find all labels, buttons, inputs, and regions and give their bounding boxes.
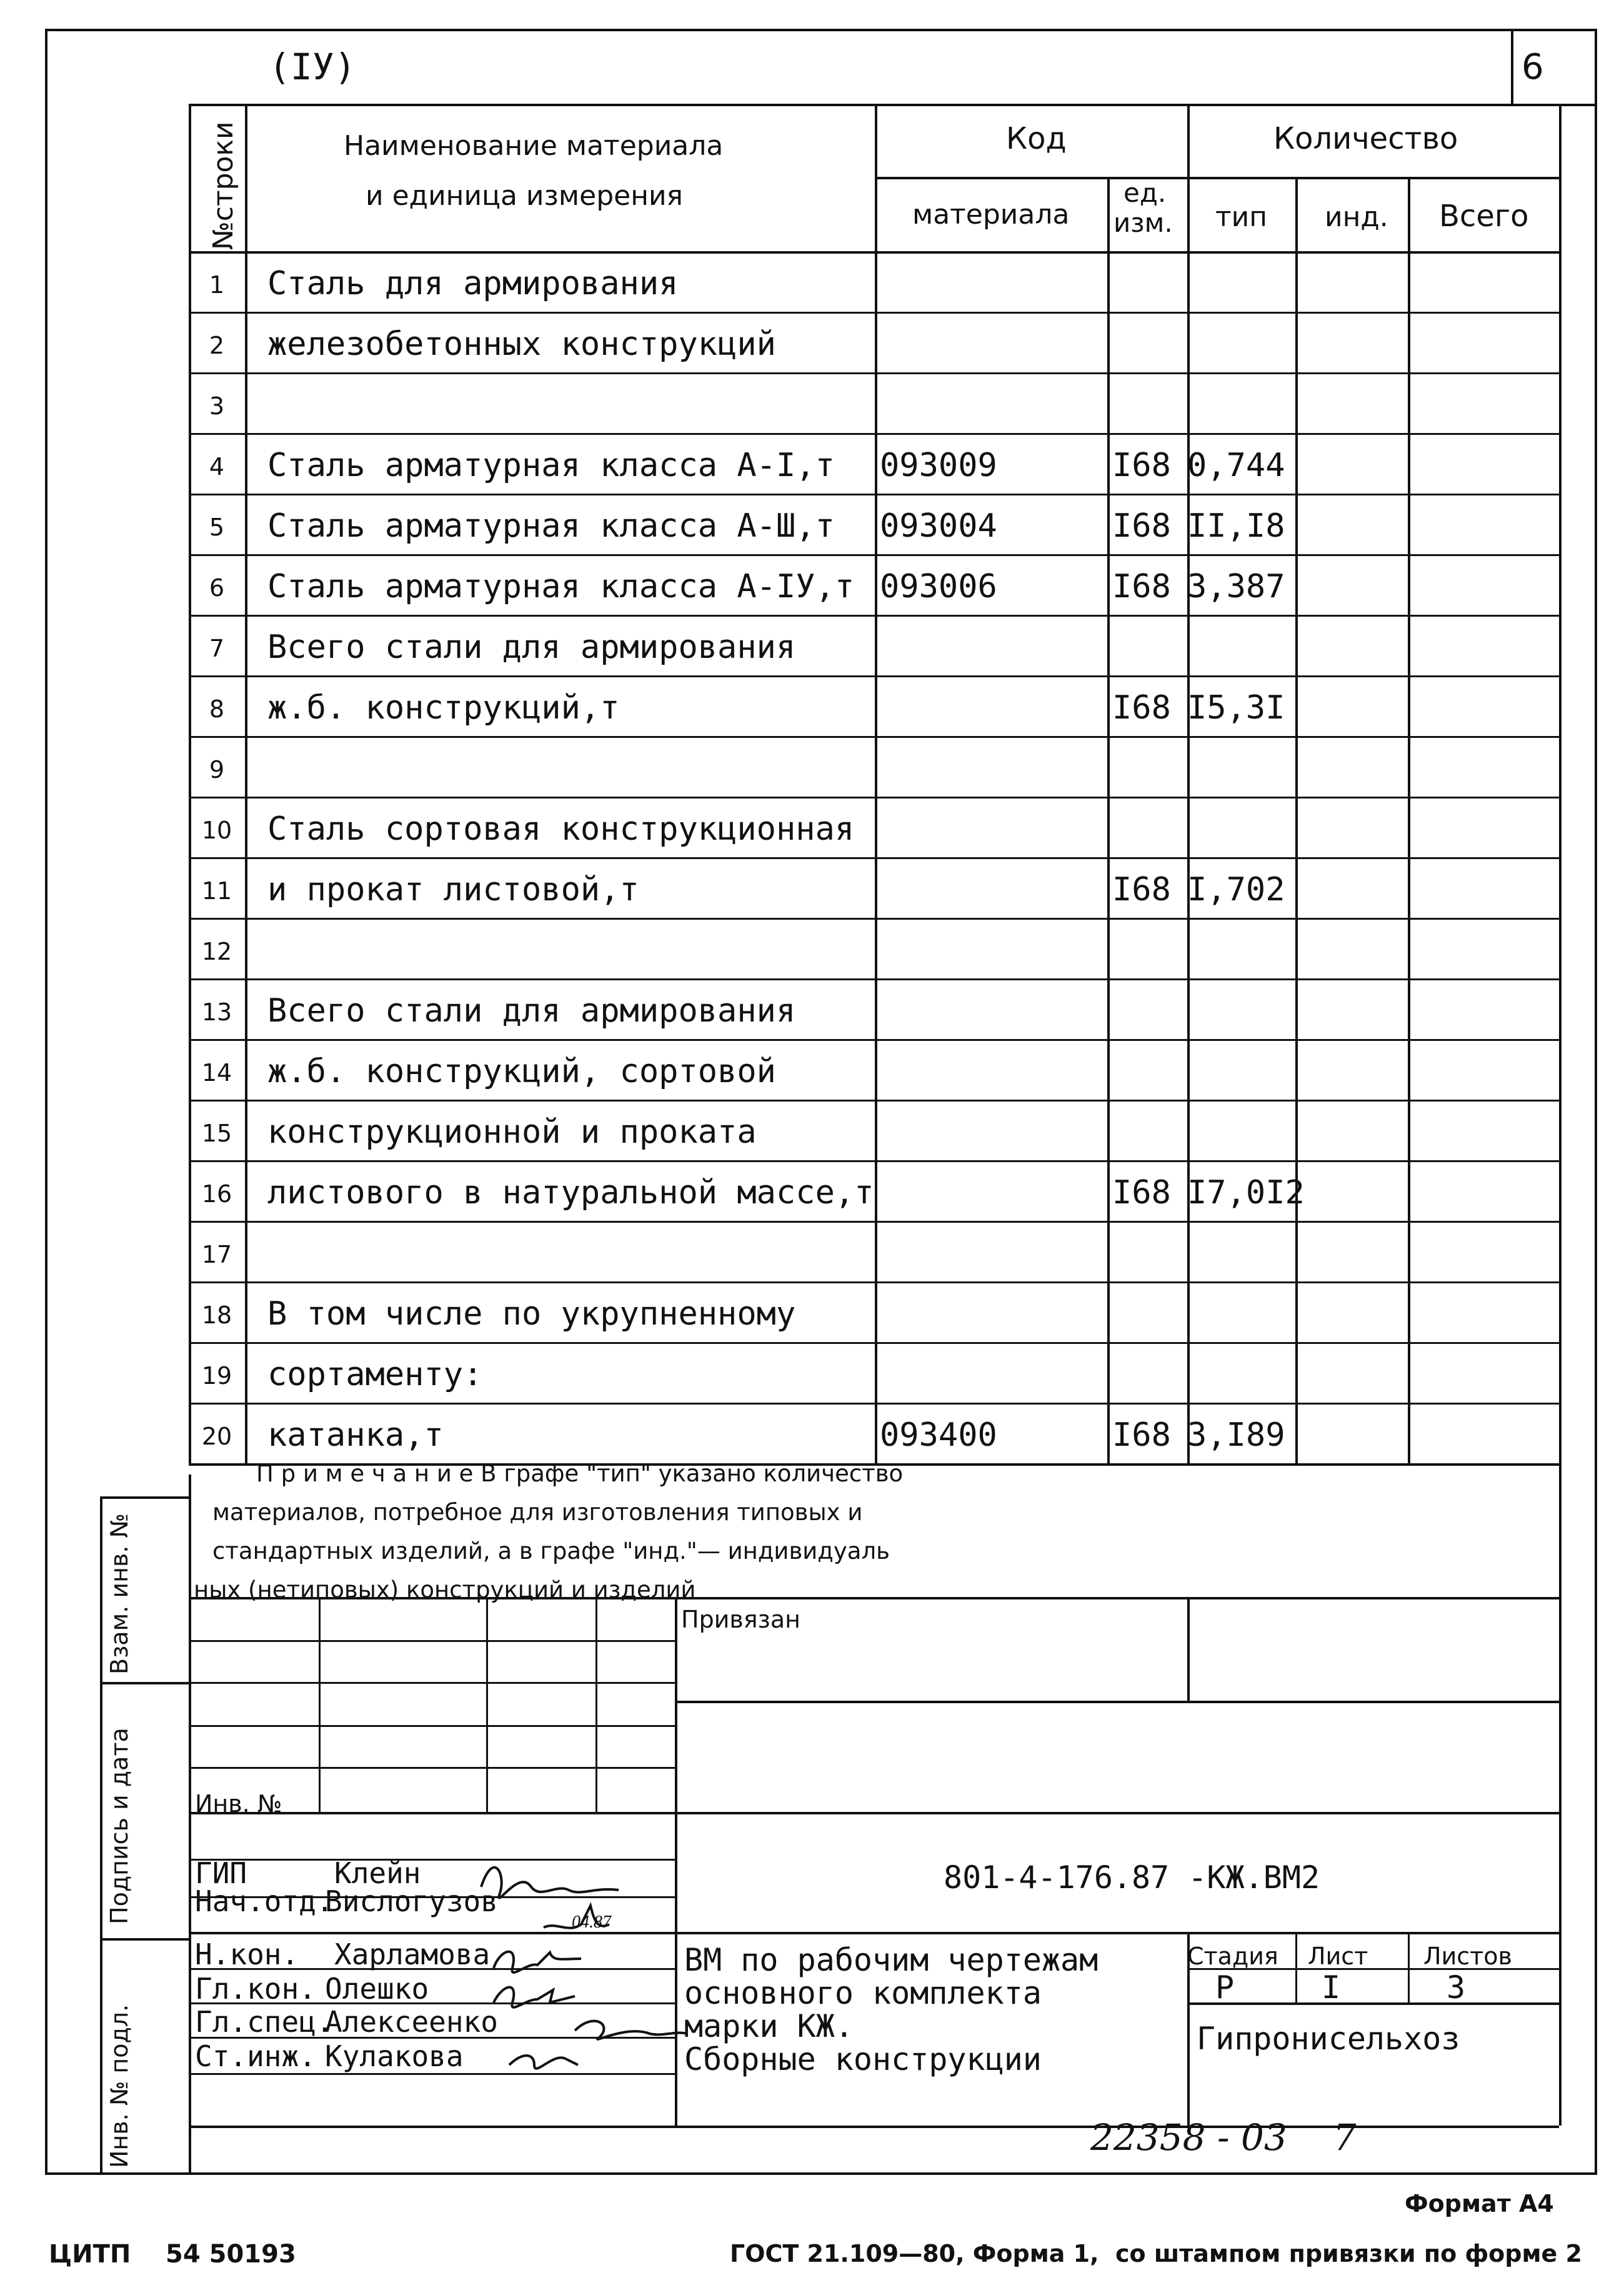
header-name-line2: и единица измерения bbox=[366, 180, 684, 212]
row-unit: I68 bbox=[1112, 447, 1171, 484]
header-ind: инд. bbox=[1325, 201, 1388, 233]
corner-label: (IУ) bbox=[269, 46, 356, 88]
row-name: ж.б. конструкций, сортовой bbox=[267, 1053, 776, 1090]
row-code: 093400 bbox=[880, 1416, 997, 1454]
row-number: 10 bbox=[201, 817, 232, 844]
row-unit: I68 bbox=[1112, 1416, 1171, 1454]
row-number: 8 bbox=[209, 695, 225, 723]
row-code: 093006 bbox=[880, 568, 997, 605]
row-name: конструкционной и проката bbox=[267, 1113, 757, 1151]
row-number: 13 bbox=[201, 998, 232, 1026]
organization: Гипронисельхоз bbox=[1197, 2021, 1460, 2057]
row-number: 3 bbox=[209, 392, 225, 420]
signer-name: Олешко bbox=[325, 1972, 429, 2006]
privyazan-label: Привязан bbox=[681, 1606, 800, 1633]
sheet-label: Лист bbox=[1308, 1942, 1368, 1970]
note-line1: П р и м е ч а н и е В графе "тип" указано количество bbox=[256, 1460, 904, 1487]
row-number: 4 bbox=[209, 453, 225, 480]
row-name: листового в натуральной массе,т bbox=[267, 1174, 874, 1211]
row-type: I5,3I bbox=[1187, 689, 1285, 727]
row-number: 18 bbox=[201, 1301, 232, 1329]
signature-date: 04.87 bbox=[572, 1912, 611, 1932]
signer-role: Н.кон. bbox=[195, 1937, 299, 1971]
signer-role: Ст.инж. bbox=[195, 2039, 316, 2073]
row-name: Сталь для армирования bbox=[267, 265, 679, 302]
row-number: 19 bbox=[201, 1362, 232, 1390]
title-line3: марки КЖ. bbox=[684, 2008, 854, 2044]
page-number: 6 bbox=[1522, 47, 1544, 87]
row-unit: I68 bbox=[1112, 871, 1171, 908]
row-name: Сталь арматурная класса А-I,т bbox=[267, 447, 835, 484]
row-type: 3,387 bbox=[1187, 568, 1285, 605]
header-total: Всего bbox=[1439, 199, 1529, 234]
sheets-value: 3 bbox=[1447, 1969, 1466, 2006]
header-unit-line2: изм. bbox=[1113, 207, 1173, 238]
row-unit: I68 bbox=[1112, 568, 1171, 605]
header-name-line1: Наименование материала bbox=[344, 130, 724, 162]
sheet-value: I bbox=[1322, 1969, 1341, 2006]
row-name: ж.б. конструкций,т bbox=[267, 689, 620, 727]
row-number: 1 bbox=[209, 271, 225, 299]
row-name: Сталь арматурная класса А-IУ,т bbox=[267, 568, 855, 605]
row-number: 12 bbox=[201, 938, 232, 965]
signer-name: Вислогузов bbox=[325, 1884, 498, 1918]
note-line2: материалов, потребное для изготовления типовых и bbox=[212, 1499, 863, 1526]
row-number: 16 bbox=[201, 1180, 232, 1208]
title-line1: ВМ по рабочим чертежам bbox=[684, 1942, 1098, 1978]
signer-role: Гл.спец. bbox=[195, 2005, 334, 2039]
row-type: I7,0I2 bbox=[1187, 1174, 1305, 1211]
footer-left: ЦИТП 54 50193 bbox=[49, 2240, 296, 2269]
signer-name: Харламова bbox=[334, 1937, 491, 1971]
row-name: Сталь арматурная класса А-Ш,т bbox=[267, 507, 835, 545]
signer-name: Алексеенко bbox=[325, 2005, 498, 2039]
title-line2: основного комплекта bbox=[684, 1975, 1042, 2011]
row-number: 7 bbox=[209, 635, 225, 662]
row-name: и прокат листовой,т bbox=[267, 871, 639, 908]
row-type: I,702 bbox=[1187, 871, 1285, 908]
row-unit: I68 bbox=[1112, 507, 1171, 545]
row-code: 093009 bbox=[880, 447, 997, 484]
row-type: II,I8 bbox=[1187, 507, 1285, 545]
row-name: железобетонных конструкций bbox=[267, 326, 776, 363]
format-label: Формат А4 bbox=[1405, 2190, 1554, 2217]
row-name: В том числе по укрупненному bbox=[267, 1295, 796, 1333]
side-label-inv: Инв. № подл. bbox=[106, 2004, 133, 2168]
row-number: 11 bbox=[201, 877, 232, 905]
row-number: 9 bbox=[209, 756, 225, 783]
title-line4: Сборные конструкции bbox=[684, 2041, 1042, 2077]
row-unit: I68 bbox=[1112, 1174, 1171, 1211]
row-number: 6 bbox=[209, 574, 225, 602]
row-name: Сталь сортовая конструкционная bbox=[267, 810, 855, 848]
header-code: Код bbox=[1006, 121, 1067, 156]
header-row-no: №строки bbox=[207, 121, 239, 250]
row-number: 5 bbox=[209, 514, 225, 541]
side-label-vzam: Взам. инв. № bbox=[106, 1513, 133, 1674]
side-label-podpis: Подпись и дата bbox=[106, 1728, 133, 1924]
row-number: 20 bbox=[201, 1423, 232, 1450]
row-type: 3,I89 bbox=[1187, 1416, 1285, 1454]
row-name: катанка,т bbox=[267, 1416, 444, 1454]
row-code: 093004 bbox=[880, 507, 997, 545]
signer-name: Кулакова bbox=[325, 2039, 464, 2073]
row-number: 15 bbox=[201, 1120, 232, 1147]
row-name: сортаменту: bbox=[267, 1356, 483, 1393]
row-type: 0,744 bbox=[1187, 447, 1285, 484]
inv-no-label: Инв. № bbox=[195, 1790, 282, 1818]
stage-label: Стадия bbox=[1187, 1942, 1278, 1970]
header-type: тип bbox=[1215, 201, 1267, 233]
designation: 801-4-176.87 -КЖ.ВМ2 bbox=[944, 1859, 1320, 1896]
signer-role: Гл.кон. bbox=[195, 1972, 316, 2006]
header-quantity: Количество bbox=[1273, 121, 1458, 156]
signer-role: ГИП bbox=[195, 1856, 247, 1890]
row-number: 2 bbox=[209, 332, 225, 359]
handwritten-number: 22358 - 03 7 bbox=[1090, 2116, 1357, 2159]
header-unit-line1: ед. bbox=[1123, 177, 1167, 208]
note-line4: ных (нетиповых) конструкций и изделий bbox=[194, 1576, 696, 1603]
footer-right: ГОСТ 21.109—80, Форма 1, со штампом привязки по форме 2 bbox=[730, 2240, 1582, 2267]
signer-name: Клейн bbox=[334, 1856, 421, 1890]
signer-role: Нач.отд. bbox=[195, 1884, 334, 1918]
header-material: материала bbox=[912, 199, 1070, 231]
note-line3: стандартных изделий, а в графе "инд."— индивидуаль bbox=[212, 1538, 890, 1564]
row-number: 14 bbox=[201, 1059, 232, 1087]
sheets-label: Листов bbox=[1423, 1942, 1512, 1970]
row-unit: I68 bbox=[1112, 689, 1171, 727]
row-number: 17 bbox=[201, 1241, 232, 1268]
row-name: Всего стали для армирования bbox=[267, 992, 796, 1030]
stage-value: Р bbox=[1215, 1969, 1235, 2006]
row-name: Всего стали для армирования bbox=[267, 629, 796, 666]
